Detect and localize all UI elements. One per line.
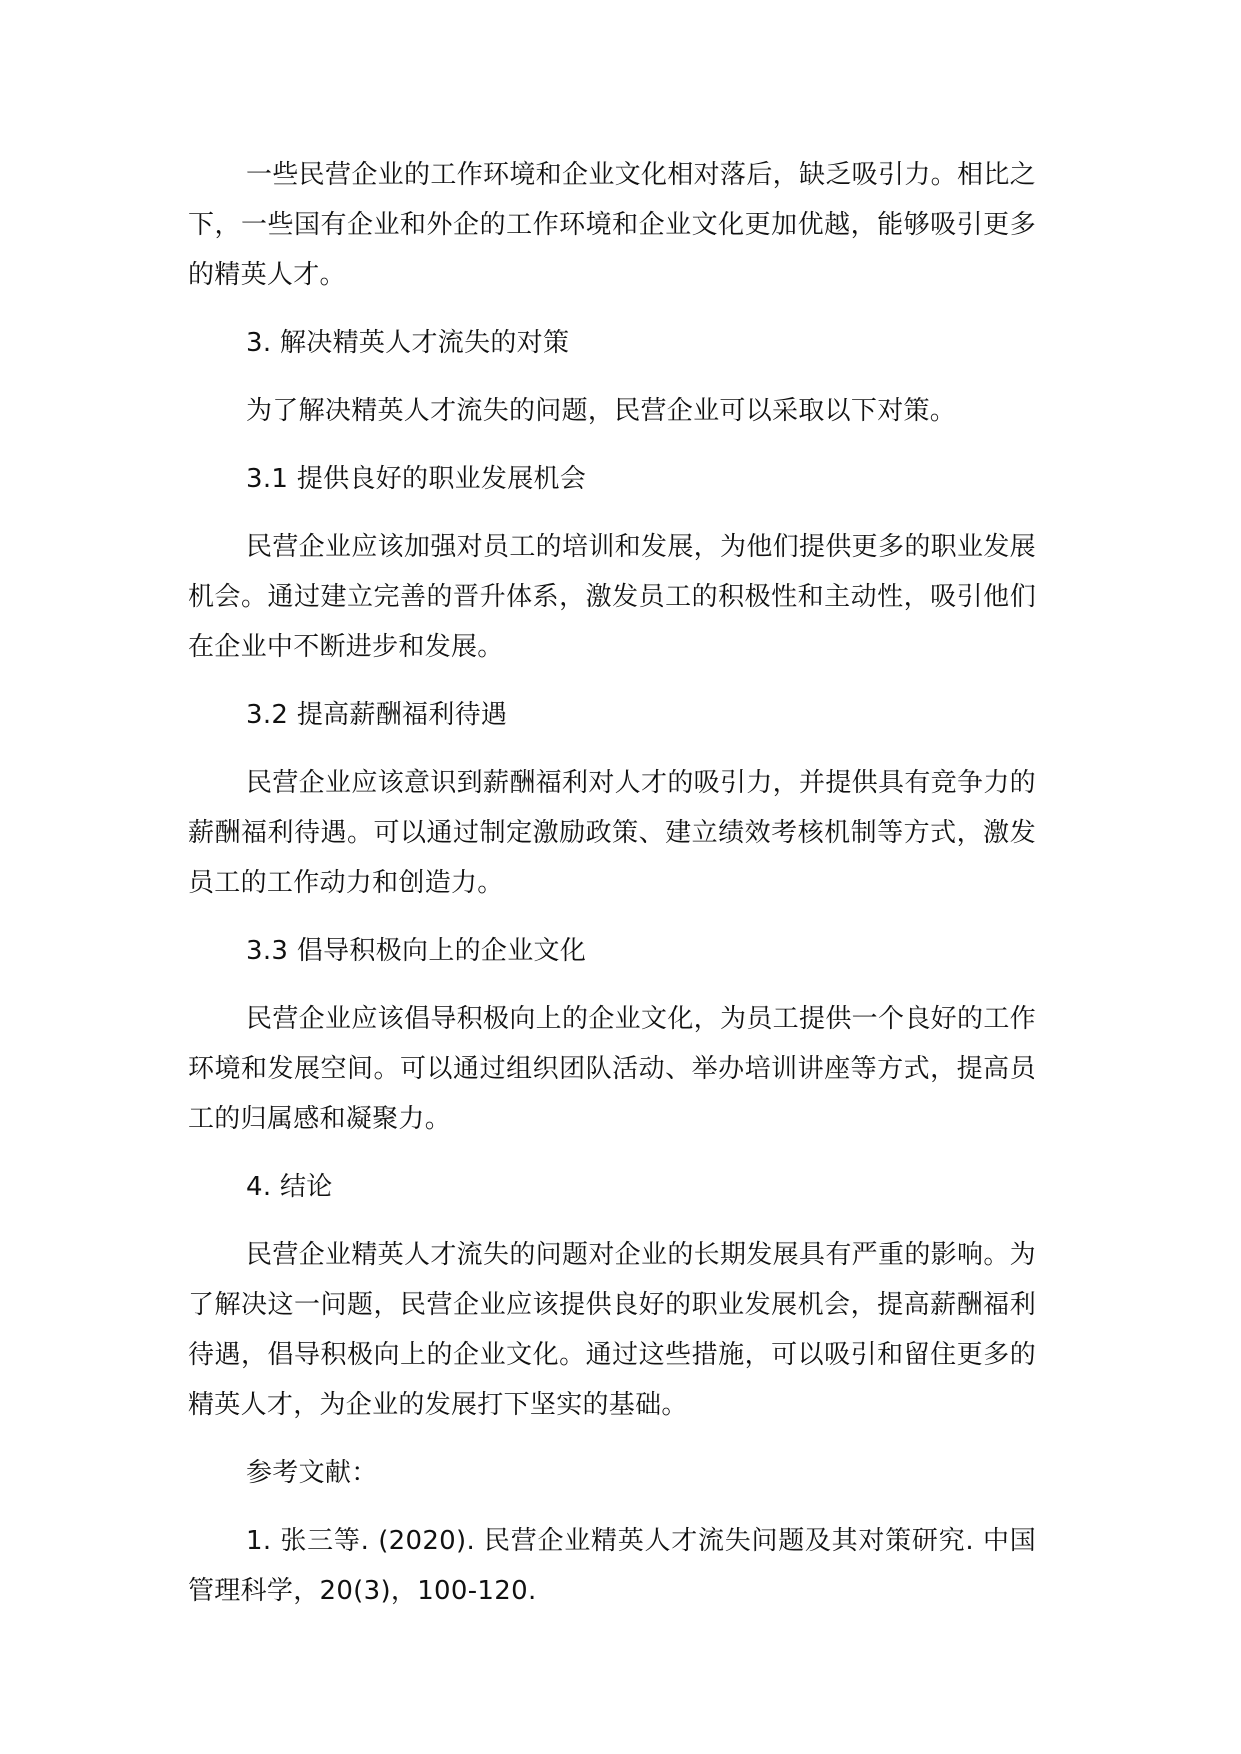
heading-references: 参考文献： [246, 1458, 378, 1488]
heading-section-3-3: 3.3 倡导积极向上的企业文化 [246, 936, 587, 966]
paragraph-countermeasures-intro: 为了解决精英人才流失的问题，民营企业可以采取以下对策。 [246, 396, 957, 426]
heading-section-3: 3. 解决精英人才流失的对策 [246, 328, 570, 358]
paragraph-compensation: 民营企业应该意识到薪酬福利对人才的吸引力，并提供具有竞争力的薪酬福利待遇。可以通过制定激励政策、建立绩效考核机制等方式，激发员工的工作动力和创造力。 [188, 768, 1036, 898]
heading-section-3-1: 3.1 提供良好的职业发展机会 [246, 464, 587, 494]
paragraph-conclusion: 民营企业精英人才流失的问题对企业的长期发展具有严重的影响。为了解决这一问题，民营企业应该提供良好的职业发展机会，提高薪酬福利待遇，倡导积极向上的企业文化。通过这些措施，可以吸引和留住更多的精英人才，为企业的发展打下坚实的基础。 [188, 1240, 1036, 1420]
heading-section-3-2: 3.2 提高薪酬福利待遇 [246, 700, 508, 730]
document-page [188, 150, 1036, 1634]
heading-section-4: 4. 结论 [246, 1172, 333, 1202]
paragraph-career-development: 民营企业应该加强对员工的培训和发展，为他们提供更多的职业发展机会。通过建立完善的晋升体系，激发员工的积极性和主动性，吸引他们在企业中不断进步和发展。 [188, 532, 1036, 662]
paragraph-corporate-culture: 民营企业应该倡导积极向上的企业文化，为员工提供一个良好的工作环境和发展空间。可以通过组织团队活动、举办培训讲座等方式，提高员工的归属感和凝聚力。 [188, 1004, 1036, 1134]
reference-item-1: 1. 张三等. (2020). 民营企业精英人才流失问题及其对策研究. 中国管理科学，20(3)，100-120. [188, 1526, 1036, 1606]
paragraph-work-environment: 一些民营企业的工作环境和企业文化相对落后，缺乏吸引力。相比之下，一些国有企业和外企的工作环境和企业文化更加优越，能够吸引更多的精英人才。 [188, 160, 1036, 290]
